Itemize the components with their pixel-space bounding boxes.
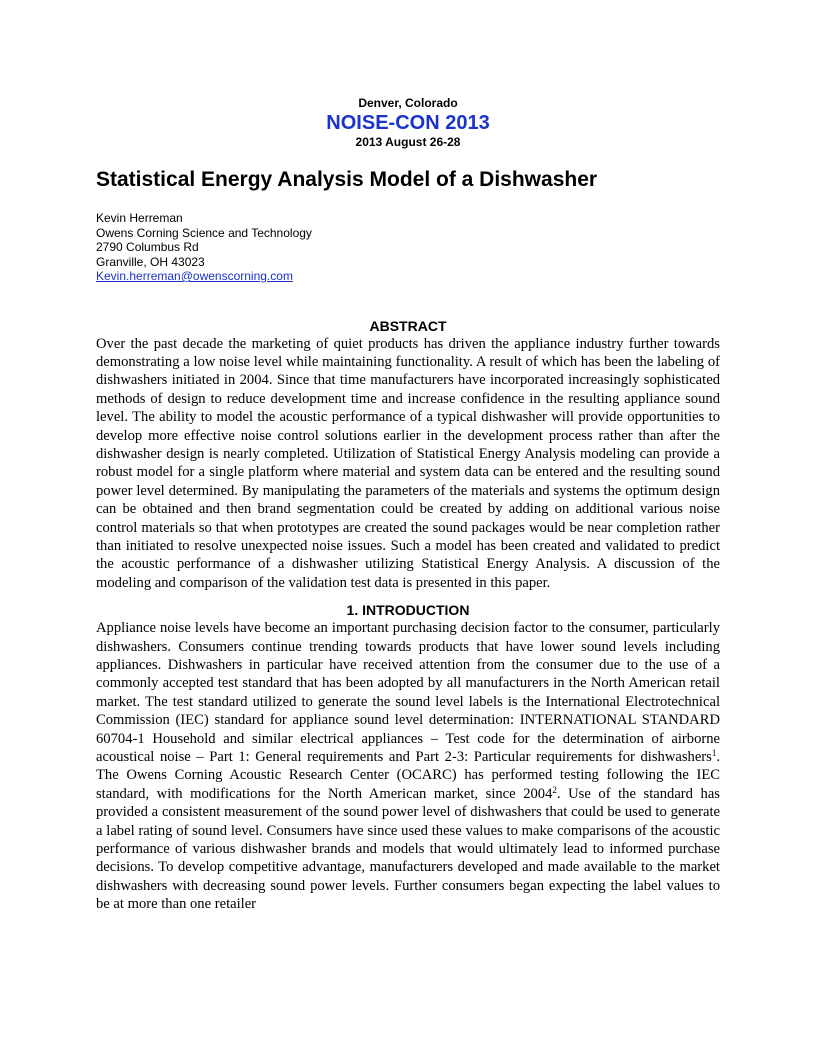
- conference-location: Denver, Colorado: [358, 96, 458, 110]
- abstract-heading: ABSTRACT: [369, 317, 447, 334]
- introduction-text: [96, 619, 720, 914]
- author-name: Kevin Herreman: [96, 211, 183, 225]
- author-email-link[interactable]: Kevin.herreman@owenscorning.com: [96, 269, 293, 283]
- author-block: [96, 211, 720, 284]
- author-city: Granville, OH 43023: [96, 254, 205, 269]
- conference-dates: 2013 August 26-28: [355, 135, 461, 149]
- reference-marker-1: 1: [711, 748, 717, 759]
- author-street: 2790 Columbus Rd: [96, 240, 199, 254]
- conference-header: [96, 96, 720, 150]
- intro-text-part-1: Appliance noise levels have become an important purchasing decision factor to the consumer, particularly dishwashers. Consumers continue trending towards products that have lower sound levels including appliances. Dishwashers in particular have received attention from the consumer due to the use of a commonly accepted test standard that has been adopted by all manufacturers in the North American retail market. The test standard utilized to generate the sound level labels is the International Electrotechnical Commission (IEC) standard for appliance sound level determination: INTERNATIONAL STANDARD 60704-1 Household and similar electrical appliances – Test code for the determination of airborne acoustical noise – Part 1: General requirements and Part 2-3: Particular requirements for dishwashers: [96, 620, 720, 766]
- paper-title: Statistical Energy Analysis Model of a Dishwasher: [96, 168, 598, 191]
- intro-text-part-2: . The Owens Corning Acoustic Research Center (OCARC) has performed testing following the IEC standard, with modifications for the North American market, since 2004: [96, 749, 720, 802]
- abstract-text: Over the past decade the marketing of quiet products has driven the appliance industry further towards demonstrating a low noise level while maintaining functionality. A result of which has been the labeling of dishwashers initiated in 2004. Since that time manufacturers have incorporated increasingly sophisticated methods of design to reduce development time and increase confidence in the resulting appliance sound level. The ability to model the acoustic performance of a typical dishwasher will provide opportunities to develop more effective noise control solutions earlier in the development process rather than after the dishwasher design is nearly completed. Utilization of Statistical Energy Analysis modeling can provide a robust model for a single platform where material and system data can be entered and the resulting sound power level determined. By manipulating the parameters of the materials and systems the optimum design can be obtained and then brand segmentation could be created by adding on additional various noise control materials so that when prototypes are created the sound packages would be near completion rather than initiated to resolve unexpected noise issues. Such a model has been created and validated to predict the acoustic performance of a dishwasher utilizing Statistical Energy Analysis. A discussion of the modeling and comparison of the validation test data is presented in this paper.: [96, 335, 720, 591]
- conference-name: NOISE-CON 2013: [326, 112, 490, 134]
- author-affiliation: Owens Corning Science and Technology: [96, 225, 312, 240]
- paper-page: [96, 96, 720, 914]
- introduction-heading: 1. INTRODUCTION: [346, 602, 470, 619]
- reference-marker-2: 2: [552, 784, 557, 795]
- intro-text-part-3: . Use of the standard has provided a consistent measurement of the sound power level of dishwashers that could be used to generate a label rating of sound level. Consumers have since used these values to make comparisons of the acoustic performance of various dishwasher brands and models that would ultimately lead to informed purchase decisions. To develop competitive advantage, manufacturers developed and made available to the market dishwashers with decreasing sound power levels. Further consumers began expecting the label values to be at more than one retailer: [96, 785, 720, 913]
